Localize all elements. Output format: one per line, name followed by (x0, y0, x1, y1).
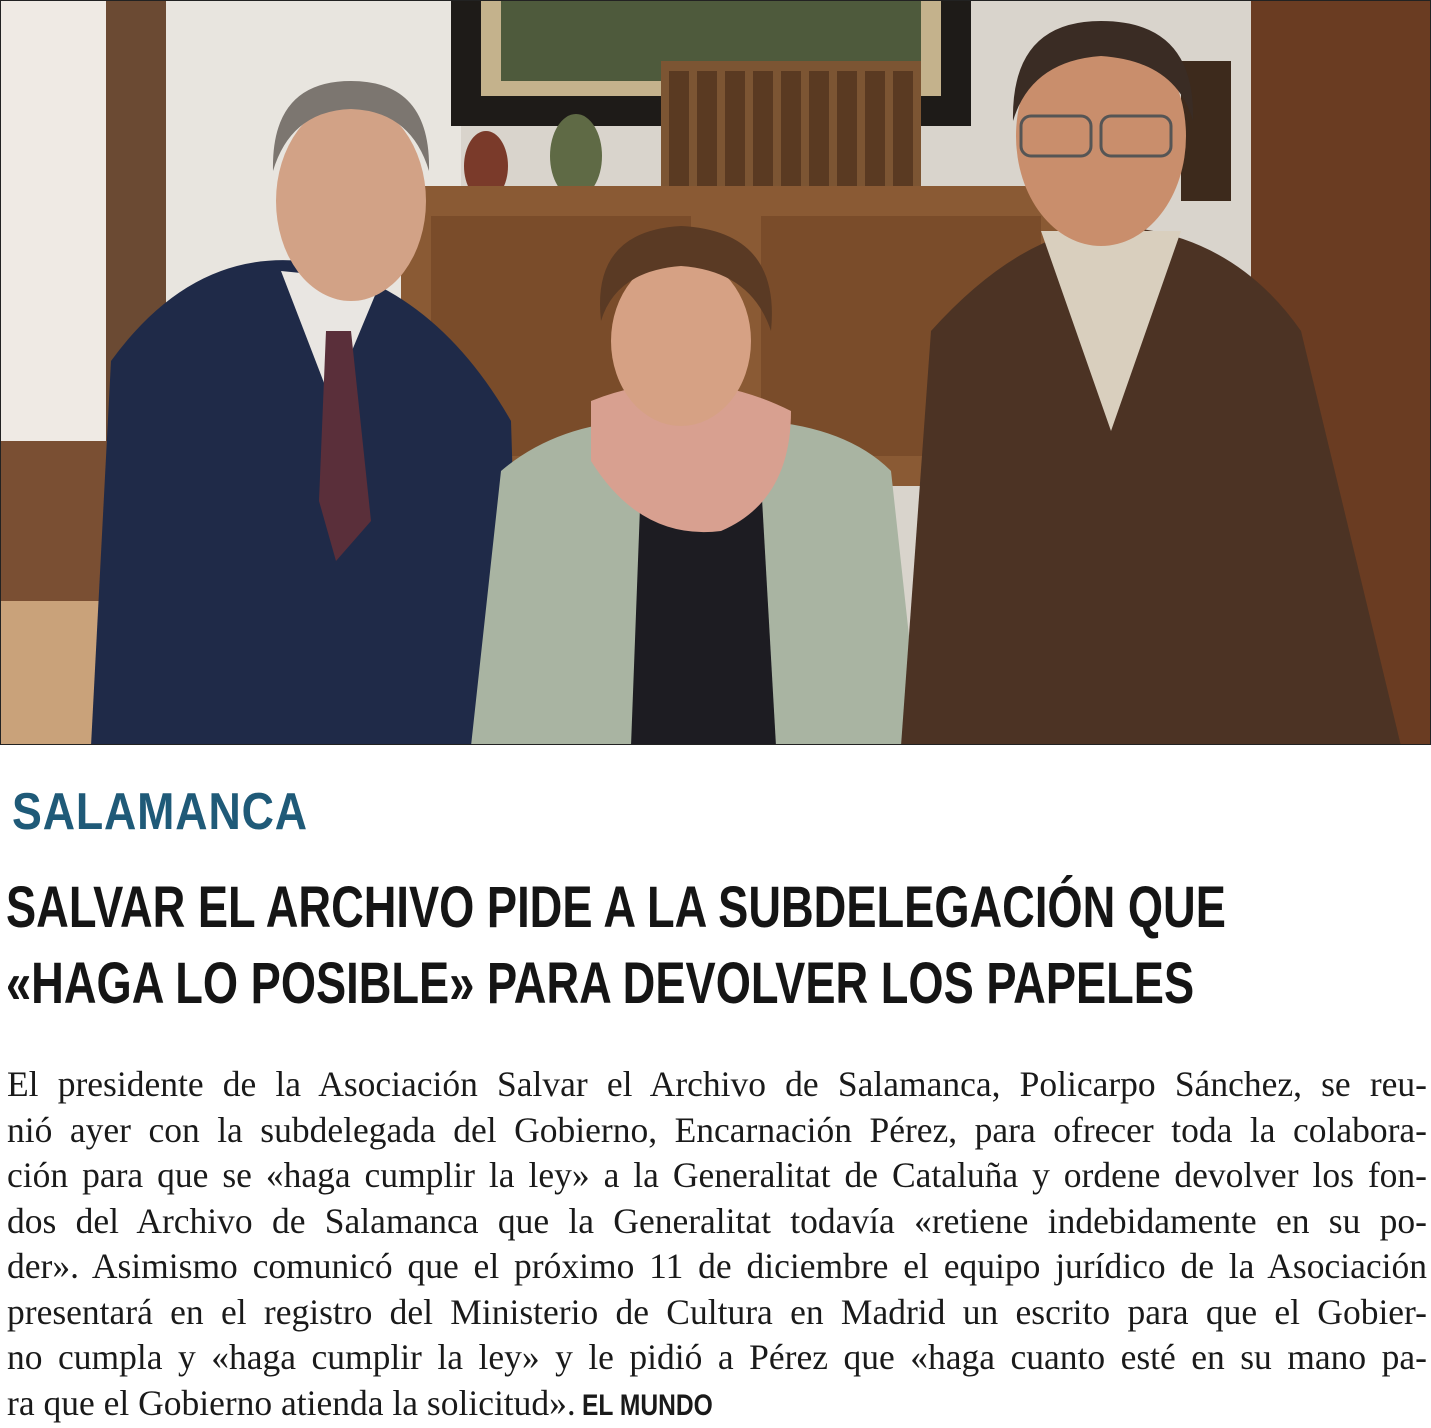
body-line: El presidente de la Asociación Salvar el Archivo de Salamanca, Policarpo Sánchez, se reu- (7, 1062, 1427, 1108)
body-line: dos del Archivo de Salamanca que la Generalitat todavía «retiene indebidamente en su po- (7, 1199, 1427, 1245)
section-label: SALAMANCA (12, 786, 308, 838)
body-line: ra que el Gobierno atienda la solicitud». (7, 1383, 576, 1423)
headline (6, 870, 1226, 1022)
body-line: ción para que se «haga cumplir la ley» a la Generalitat de Cataluña y ordene devolver los fon- (7, 1153, 1427, 1199)
body-last-line (7, 1381, 1427, 1428)
headline-line: SALVAR EL ARCHIVO PIDE A LA SUBDELEGACIÓN QUE (6, 870, 1226, 946)
body-line: no cumpla y «haga cumplir la ley» y le pidió a Pérez que «haga cuanto esté en su mano pa- (7, 1335, 1427, 1381)
body-line: presentará en el registro del Ministerio de Cultura en Madrid un escrito para que el Gobier- (7, 1290, 1427, 1336)
signature: EL MUNDO (582, 1383, 713, 1428)
article-body (7, 1062, 1427, 1428)
body-line: der». Asimismo comunicó que el próximo 11 de diciembre el equipo jurídico de la Asociación (7, 1244, 1427, 1290)
headline-line: «HAGA LO POSIBLE» PARA DEVOLVER LOS PAPELES (6, 946, 1226, 1022)
body-line: nió ayer con la subdelegada del Gobierno, Encarnación Pérez, para ofrecer toda la colabora- (7, 1108, 1427, 1154)
